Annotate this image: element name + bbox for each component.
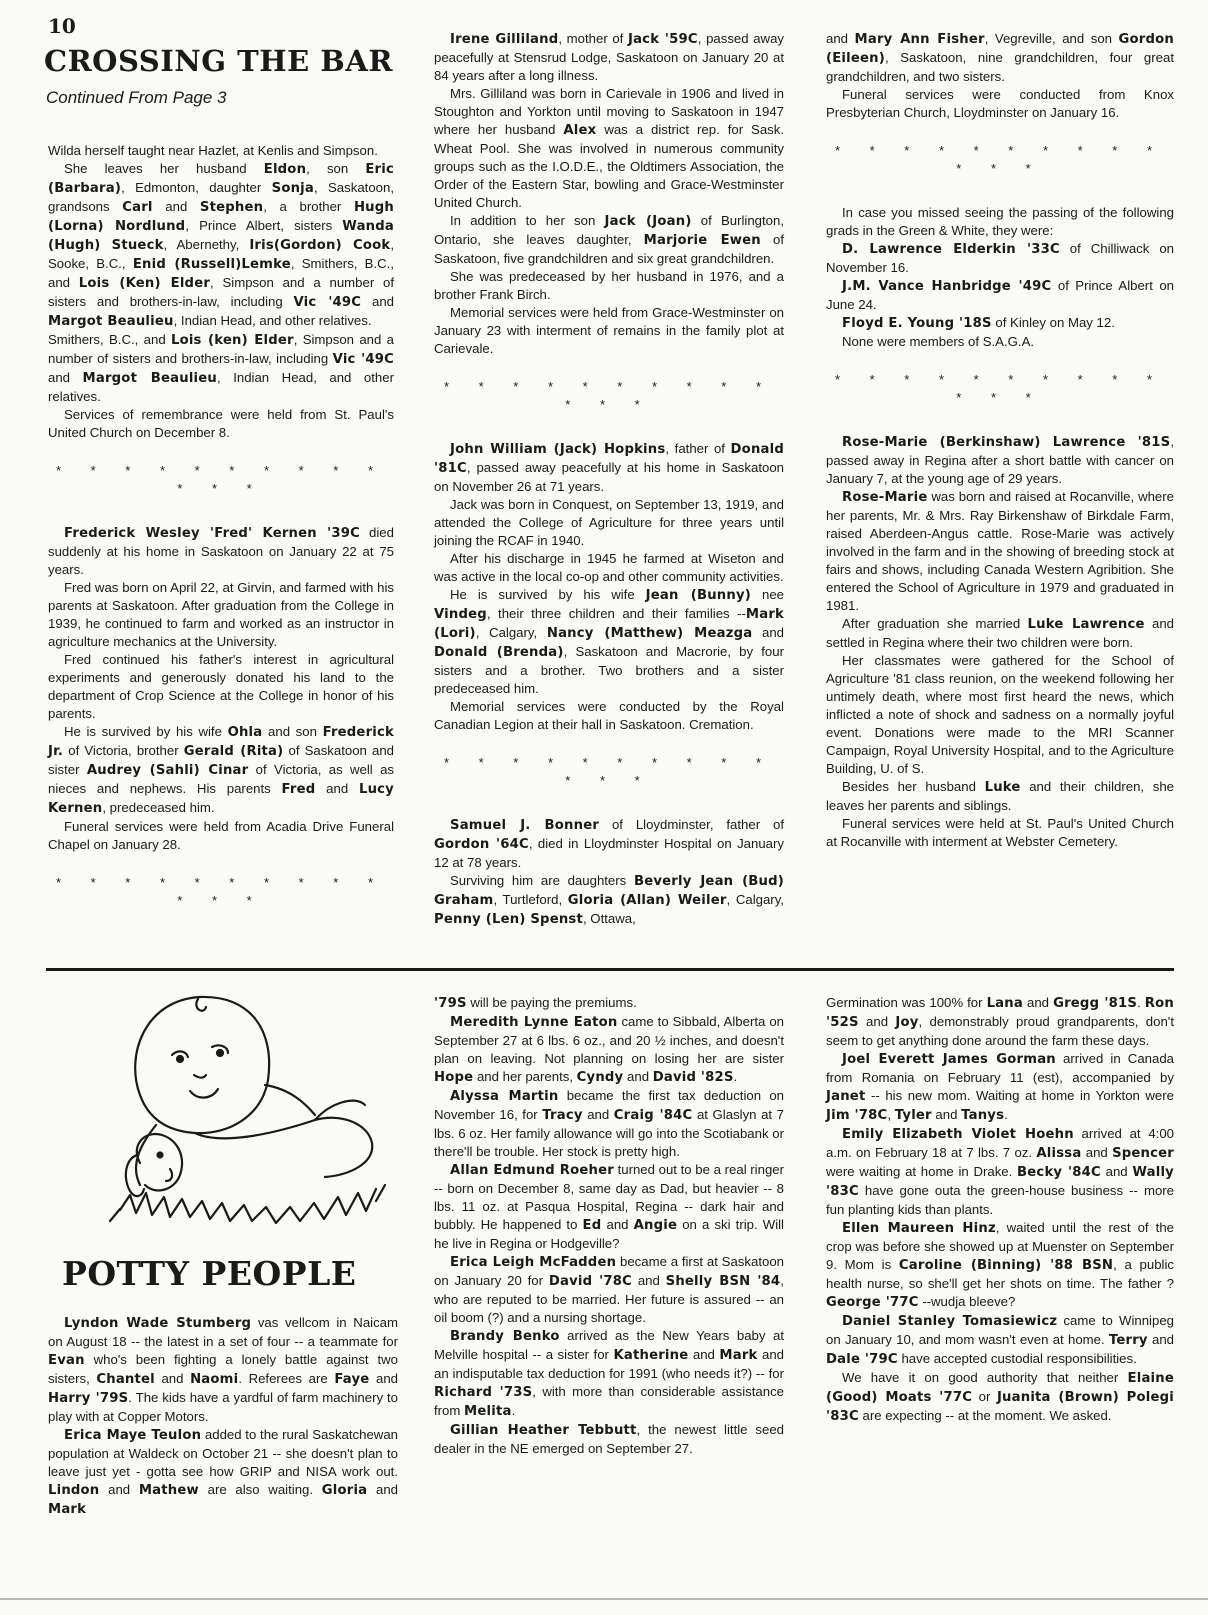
article-text: After graduation she married Luke Lawrence and settled in Regina where their two children were born.: [826, 616, 1174, 650]
separator-stars: * * * * * * * * * * * * *: [443, 755, 775, 788]
article-text: In case you missed seeing the passing of the following grads in the Green & White, they were:: [826, 205, 1174, 238]
article-text: Rose-Marie (Berkinshaw) Lawrence '81S, passed away in Regina after a short battle with cancer on January 7, at the young age of 29 years.: [826, 434, 1174, 486]
article-text: Germination was 100% for Lana and Gregg '81S. Ron '52S and Joy, demonstrably proud grandparents, don't seem to get anything done around the farm these days.: [826, 995, 1174, 1048]
article-text: Her classmates were gathered for the School of Agriculture '81 class reunion, on the weekend following her untimely death, where most first heard the news, which inflicted a note of shock and sadness on a normally joyful event. Donations were made to the MRI Scanner Campaign, Royal University Hospital, and to the Agriculture Building, U. of S.: [826, 653, 1174, 776]
article-text: He is survived by his wife Ohla and son Frederick Jr. of Victoria, brother Gerald (Rita) of Saskatoon and sister Audrey (Sahli) Cinar of Victoria, as well as nieces and nephews. His parents Fred and Lucy Kernen, predeceased him.: [48, 724, 395, 816]
baby-with-puppy-illustration: [100, 985, 390, 1245]
article-text: Fred continued his father's interest in agricultural experiments and generously donated his land to the department of Crop Science at the College in honor of his parents.: [48, 652, 394, 721]
article-text: Alyssa Martin became the first tax deduction on November 16, for Tracy and Craig '84C at Glaslyn at 7 lbs. 6 oz. Her family allowance will go into the Scotiabank or there'll be trouble. Her stock is pretty high.: [434, 1088, 784, 1159]
article-text: Erica Leigh McFadden became a first at Saskatoon on January 20 for David '78C and Shelly BSN '84, who are reputed to be married. Her future is assured -- an oil boom (?) and a nursing shortage.: [434, 1254, 784, 1325]
article-text: Jack was born in Conquest, on September 13, 1919, and attended the College of Agriculture for three years until joining the RCAF in 1940.: [434, 497, 784, 548]
article-text: Samuel J. Bonner of Lloydminster, father of Gordon '64C, died in Lloydminster Hospital on January 12 at 78 years.: [434, 817, 784, 870]
article-text: and Mary Ann Fisher, Vegreville, and son Gordon (Eileen), Saskatoon, nine grandchildren, four great grandchildren, and two sisters.: [826, 31, 1174, 84]
article-text: We have it on good authority that neither Elaine (Good) Moats '77C or Juanita (Brown) Polegi '83C are expecting -- at the moment. We asked.: [826, 1370, 1175, 1424]
article-text: Irene Gilliland, mother of Jack '59C, passed away peacefully at Stensrud Lodge, Saskatoon on January 20 at 84 years after a long illness.: [434, 31, 784, 83]
article-text: Smithers, B.C., and Lois (ken) Elder, Simpson and a number of sisters and brothers-in-law, including Vic '49C and Margot Beaulieu, Indian Head, and other relatives.: [48, 332, 394, 404]
article-text: Daniel Stanley Tomasiewicz came to Winnipeg on January 10, and mom wasn't even at home. Terry and Dale '79C have accepted custodial responsibilities.: [826, 1313, 1174, 1367]
separator-stars: * * * * * * * * * * * * *: [55, 463, 387, 496]
article-text: Meredith Lynne Eaton came to Sibbald, Alberta on September 27 at 6 lbs. 6 oz., and 20 ½ inches, and doesn't plan on leaving. Not planning on losing her are sister Hope and her parents, Cyndy and David '82S.: [434, 1014, 784, 1085]
article-text: Funeral services were held from Acadia Drive Funeral Chapel on January 28.: [48, 819, 394, 852]
birth-column-3: [826, 994, 1174, 1426]
section-subtitle: Continued From Page 3: [46, 88, 227, 107]
article-text: Joel Everett James Gorman arrived in Canada from Romania on February 11 (est), accompanied by Janet -- his new mom. Waiting at home in Yorkton were Jim '78C, Tyler and Tanys.: [826, 1051, 1174, 1123]
article-text: Frederick Wesley 'Fred' Kernen '39C died suddenly at his home in Saskatoon on January 22 at 75 years.: [48, 525, 394, 577]
article-text: Brandy Benko arrived as the New Years baby at Melville hospital -- a sister for Katherine and Mark and an indisputable tax deduction for 1991 (who needs it?) -- for Richard '73S, with more than considerable assistance from Melita.: [434, 1328, 785, 1419]
article-text: Ellen Maureen Hinz, waited until the rest of the crop was before she showed up at Muenster on September 9. Mom is Caroline (Binning) '88 BSN, a public health nurse, so she'll get her shots on time. The father ? George '77C --wudja bleeve?: [826, 1220, 1174, 1310]
section-title-crossing-the-bar: CROSSING THE BAR: [44, 44, 393, 78]
article-text: D. Lawrence Elderkin '33C of Chilliwack on November 16.: [826, 241, 1174, 275]
article-text: Wilda herself taught near Hazlet, at Kenlis and Simpson.: [48, 143, 378, 158]
article-text: '79S will be paying the premiums.: [434, 995, 637, 1011]
article-text: In addition to her son Jack (Joan) of Burlington, Ontario, she leaves daughter, Marjorie Ewen of Saskatoon, five grandchildren and six great grandchildren.: [434, 213, 784, 266]
article-text: Gillian Heather Tebbutt, the newest little seed dealer in the NE emerged on September 27.: [434, 1422, 784, 1456]
separator-stars: * * * * * * * * * * * * *: [55, 875, 387, 908]
article-text: Services of remembrance were held from St. Paul's United Church on December 8.: [48, 407, 394, 440]
article-text: Memorial services were conducted by the Royal Canadian Legion at their hall in Saskatoon. Cremation.: [434, 699, 784, 732]
article-text: Rose-Marie was born and raised at Rocanville, where her parents, Mr. & Mrs. Ray Birkenshaw of Birkdale Farm, raised Aberdeen-Angus cattle. Rose-Marie was actively involved in the farm and in the showing of breeding stock at fairs and shows, including Canada Western Agribition. She entered the School of Agriculture in 1979 and graduated in 1981.: [826, 489, 1174, 613]
article-text: Fred was born on April 22, at Girvin, and farmed with his parents at Saskatoon. After graduation from the College in 1939, he continued to farm and worked as an instructor in agriculture mechanics at the University.: [48, 580, 394, 649]
obituary-column-1: [48, 142, 394, 936]
article-text: Funeral services were conducted from Knox Presbyterian Church, Lloydminster on January 16.: [826, 87, 1174, 120]
article-text: Floyd E. Young '18S of Kinley on May 12.: [842, 315, 1115, 331]
article-text: Mrs. Gilliland was born in Carievale in 1906 and lived in Stoughton and Yorkton until moving to Saskatoon in 1947 where her husband Alex was a district rep. for Sask. Wheat Pool. She was involved in numerous community groups such as the I.O.D.E., the Oldtimers Association, the Order of the Eastern Star, bowling and Grace-Westminster United Church.: [434, 86, 785, 210]
obituary-column-3: [826, 30, 1174, 851]
article-text: Lyndon Wade Stumberg vas vellcom in Naicam on August 18 -- the latest in a set of four -- a teammate for Evan who's been fighting a lonely battle against two sisters, Chantel and Naomi. Referees are Faye and Harry '79S. The kids have a yardful of farm machinery to play with at Copper Motors.: [48, 1315, 398, 1424]
article-text: Erica Maye Teulon added to the rural Saskatchewan population at Waldeck on October 21 -- she doesn't plan to leave just yet - gotta see how GRIP and NISA work out. Lindon and Mathew are also waiting. Gloria and Mark: [48, 1427, 399, 1517]
article-text: Besides her husband Luke and their children, she leaves her parents and siblings.: [826, 779, 1174, 813]
article-text: J.M. Vance Hanbridge '49C of Prince Albert on June 24.: [826, 278, 1174, 312]
separator-stars: * * * * * * * * * * * * *: [834, 143, 1166, 176]
article-text: Memorial services were held from Grace-Westminster on January 23 with interment of remains in the family plot at Carievale.: [434, 305, 784, 356]
article-text: After his discharge in 1945 he farmed at Wiseton and was active in the local co-op and other community activities.: [434, 551, 784, 584]
article-text: John William (Jack) Hopkins, father of Donald '81C, passed away peacefully at his home in Saskatoon on November 26 at 71 years.: [434, 441, 784, 494]
page-number: 10: [48, 14, 76, 38]
article-text: Allan Edmund Roeher turned out to be a real ringer -- born on December 8, same day as Dad, but heavier -- 8 lbs. 11 oz. at Pasqua Hospital, Regina -- dark hair and bubbly. He happened to Ed and Angie on a ski trip. Will he live in Regina or Hodgeville?: [434, 1162, 785, 1251]
article-text: Surviving him are daughters Beverly Jean (Bud) Graham, Turtleford, Gloria (Allan) Weiler, Calgary, Penny (Len) Spenst, Ottawa,: [434, 873, 785, 927]
article-text: None were members of S.A.G.A.: [842, 334, 1035, 349]
page-bottom-edge: [0, 1598, 1208, 1600]
section-divider: [46, 968, 1174, 971]
article-text: Funeral services were held at St. Paul's United Church at Rocanville with interment at Webster Cemetery.: [826, 816, 1174, 849]
birth-column-1: [48, 1314, 398, 1519]
birth-column-2: [434, 994, 784, 1458]
article-text: She was predeceased by her husband in 1976, and a brother Frank Birch.: [434, 269, 784, 302]
separator-stars: * * * * * * * * * * * * *: [834, 372, 1166, 405]
obituary-column-2: [434, 30, 784, 929]
separator-stars: * * * * * * * * * * * * *: [443, 379, 775, 412]
section-title-potty-people: POTTY PEOPLE: [62, 1254, 357, 1293]
article-text: Emily Elizabeth Violet Hoehn arrived at 4:00 a.m. on February 18 at 7 lbs. 7 oz. Alissa and Spencer were waiting at home in Drake. Becky '84C and Wally '83C have gone outa the green-house business -- more fun planting kids than plants.: [826, 1126, 1174, 1217]
article-text: She leaves her husband Eldon, son Eric (Barbara), Edmonton, daughter Sonja, Saskatoon, grandsons Carl and Stephen, a brother Hugh (Lorna) Nordlund, Prince Albert, sisters Wanda (Hugh) Stueck, Abernethy, Iris(Gordon) Cook, Sooke, B.C., Enid (Russell)Lemke, Smithers, B.C., and Lois (Ken) Elder, Simpson and a number of sisters and brothers-in-law, including Vic '49C and Margot Beaulieu, Indian Head, and other relatives.: [48, 161, 394, 329]
article-text: He is survived by his wife Jean (Bunny) nee Vindeg, their three children and their families --Mark (Lori), Calgary, Nancy (Matthew) Meazga and Donald (Brenda), Saskatoon and Macrorie, by four sisters and a brother. Two brothers and a sister predeceased him.: [434, 587, 784, 696]
